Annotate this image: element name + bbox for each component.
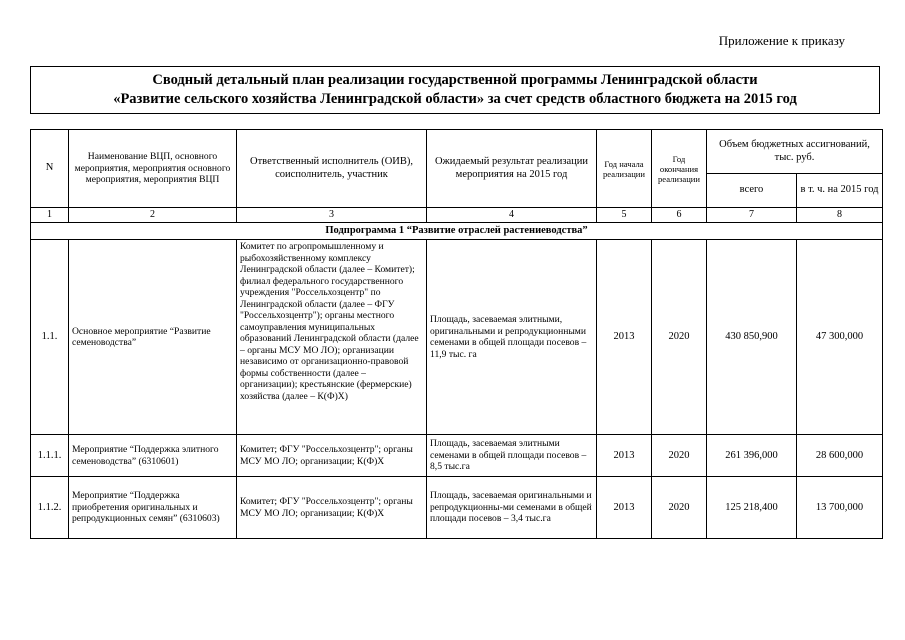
row-result: Площадь, засеваемая оригинальными и репродукционны-ми семенами в общей площади посевов – 3,4 тыс.га <box>427 477 597 539</box>
title-line-2: «Развитие сельского хозяйства Ленинградской области» за счет средств областного бюджета на 2015 год <box>113 91 797 107</box>
row-total: 125 218,400 <box>707 477 797 539</box>
row-number: 1.1. <box>31 240 69 435</box>
column-number: 5 <box>597 208 652 223</box>
row-result: Площадь, засеваемая элитными семенами в общей площади посевов – 8,5 тыс.га <box>427 435 597 477</box>
header-total: всего <box>707 174 797 208</box>
row-total: 430 850,900 <box>707 240 797 435</box>
header-responsible: Ответственный исполнитель (ОИВ), соисполнитель, участник <box>237 130 427 208</box>
table-row <box>31 477 883 539</box>
row-responsible: Комитет; ФГУ "Россельхозцентр"; органы МСУ МО ЛО; организации; К(Ф)Х <box>237 477 427 539</box>
annex-label: Приложение к приказу <box>718 33 845 48</box>
row-responsible: Комитет по агропромышленному и рыбохозяйственному комплексу Ленинградской области (далее – Комитет); филиал федерального государственного учреждения "Россельхозцентр" по Ленинградской области (далее – ФГУ "Россельхозцентр"); органы местного самоуправления муниципальных образований Ленинградской области (далее – органы МСУ МО ЛО); организации независимо от организационно-правовой формы собственности (далее – организации); крестьянские (фермерские) хозяйства (далее – К(Ф)Х) <box>237 240 427 435</box>
header-name: Наименование ВЦП, основного мероприятия, мероприятия основного мероприятия, мероприятия ВЦП <box>69 130 237 208</box>
table-row <box>31 240 883 435</box>
row-year-end: 2020 <box>652 240 707 435</box>
row-year-end: 2020 <box>652 435 707 477</box>
column-number: 3 <box>237 208 427 223</box>
column-number: 4 <box>427 208 597 223</box>
row-2015: 28 600,000 <box>797 435 883 477</box>
title-line-1: Сводный детальный план реализации государственной программы Ленинградской области <box>152 72 758 88</box>
column-number: 7 <box>707 208 797 223</box>
row-number: 1.1.1. <box>31 435 69 477</box>
row-2015: 13 700,000 <box>797 477 883 539</box>
column-number: 8 <box>797 208 883 223</box>
header-budget: Объем бюджетных ассигнований, тыс. руб. <box>707 130 883 174</box>
header-year-start: Год начала реализации <box>597 130 652 208</box>
column-number: 1 <box>31 208 69 223</box>
row-result: Площадь, засеваемая элитными, оригинальными и репродукционными семенами в общей площади посевов – 11,9 тыс. га <box>427 240 597 435</box>
row-year-start: 2013 <box>597 435 652 477</box>
row-name: Мероприятие “Поддержка элитного семеноводства” (6310601) <box>69 435 237 477</box>
header-row-1 <box>31 130 883 174</box>
column-number: 2 <box>69 208 237 223</box>
row-total: 261 396,000 <box>707 435 797 477</box>
header-n: N <box>31 130 69 208</box>
header-incl-2015: в т. ч. на 2015 год <box>797 174 883 208</box>
plan-table <box>30 129 883 539</box>
column-number: 6 <box>652 208 707 223</box>
subprogram-row <box>31 223 883 240</box>
row-2015: 47 300,000 <box>797 240 883 435</box>
header-year-end: Год окончания реализации <box>652 130 707 208</box>
row-name: Мероприятие “Поддержка приобретения оригинальных и репродукционных семян” (6310603) <box>69 477 237 539</box>
column-numbers-row <box>31 208 883 223</box>
row-year-start: 2013 <box>597 477 652 539</box>
row-name: Основное мероприятие “Развитие семеноводства” <box>69 240 237 435</box>
document-title <box>30 66 880 114</box>
subprogram-title: Подпрограмма 1 “Развитие отраслей растениеводства” <box>31 223 883 240</box>
row-year-end: 2020 <box>652 477 707 539</box>
row-number: 1.1.2. <box>31 477 69 539</box>
table-row <box>31 435 883 477</box>
row-responsible: Комитет; ФГУ "Россельхозцентр"; органы МСУ МО ЛО; организации; К(Ф)Х <box>237 435 427 477</box>
row-year-start: 2013 <box>597 240 652 435</box>
header-result: Ожидаемый результат реализации мероприятия на 2015 год <box>427 130 597 208</box>
